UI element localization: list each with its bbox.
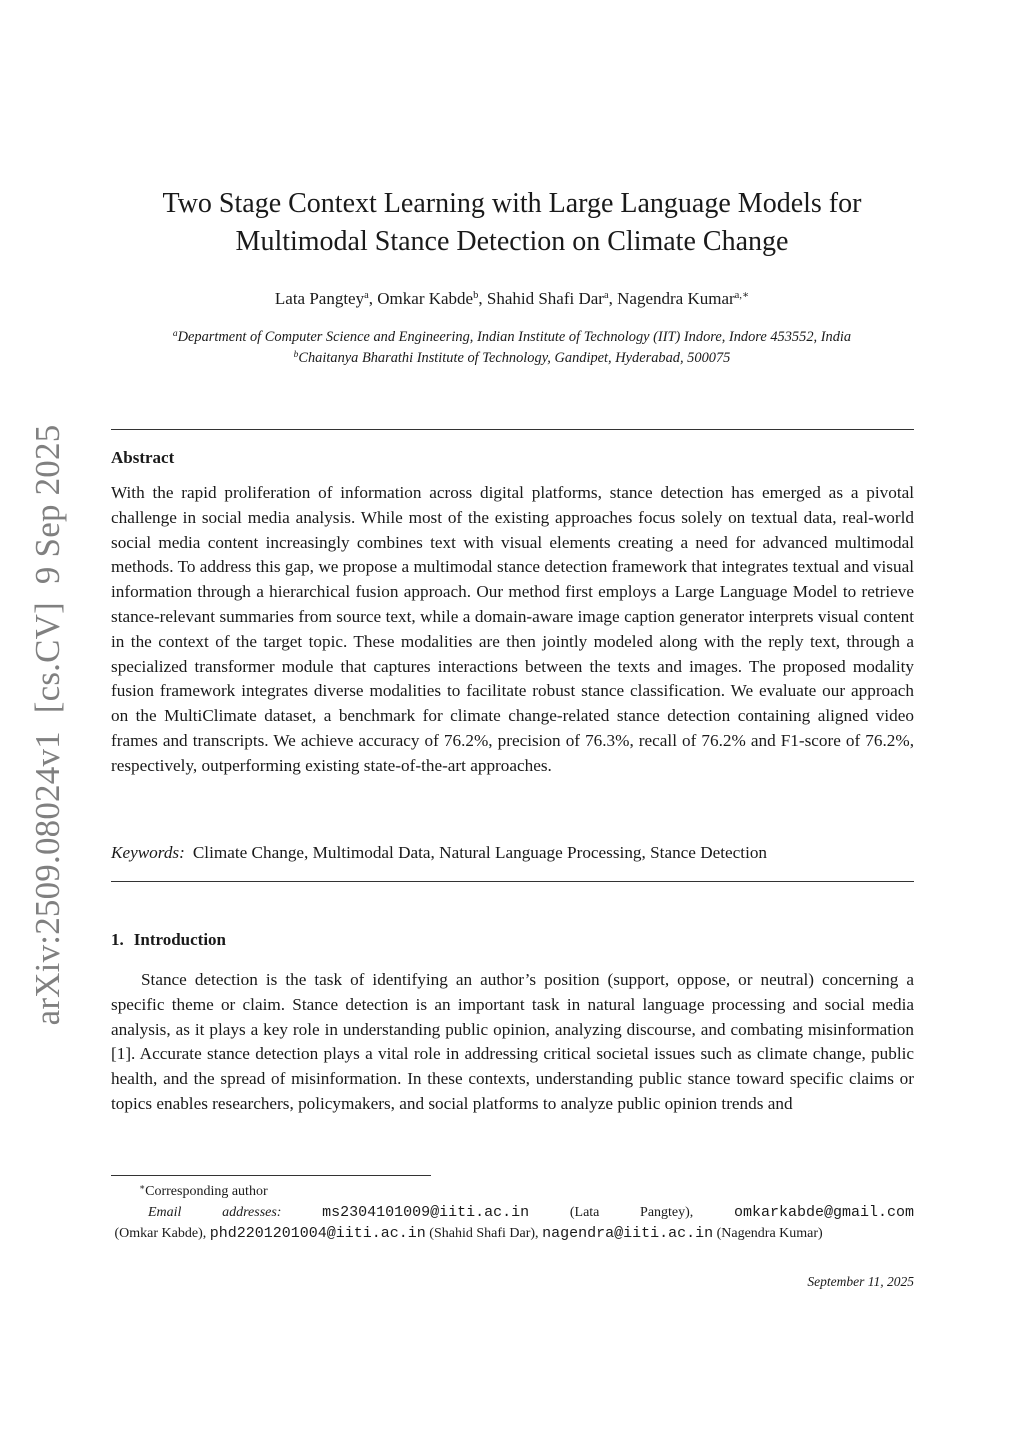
keywords-text: Climate Change, Multimodal Data, Natural Language Processing, Stance Detection: [192, 843, 768, 862]
author-affil-mark: a: [364, 290, 369, 301]
preprint-date: September 11, 2025: [807, 1274, 914, 1289]
section-heading-introduction: [111, 930, 226, 950]
footnote-rule: [111, 1175, 431, 1176]
corresponding-author-note: [111, 1181, 914, 1202]
email-owner: (Omkar Kabde),: [111, 1226, 210, 1241]
arxiv-identifier: arXiv:2509.08024v1 [cs.CV] 9 Sep 2025: [28, 424, 67, 1026]
title-line-2: Multimodal Stance Detection on Climate Change: [235, 226, 789, 257]
email-link[interactable]: phd2201201004@iiti.ac.in: [209, 1225, 426, 1242]
affiliation-text: Chaitanya Bharathi Institute of Technology, Gandipet, Hyderabad, 500075: [298, 350, 731, 366]
affiliation-mark: b: [293, 350, 299, 360]
paper-title: [100, 185, 924, 261]
author-separator: ,: [608, 289, 618, 308]
author-affil-mark: a: [603, 290, 609, 301]
section-title: Introduction: [133, 930, 227, 949]
abstract-top-rule: [111, 429, 914, 430]
affiliation-mark: a: [172, 329, 178, 339]
email-owner: (Nagendra Kumar): [713, 1226, 823, 1241]
author-affil-mark: a,∗: [734, 290, 750, 301]
section-number: 1.: [111, 930, 124, 949]
affiliation-a: [100, 327, 924, 348]
author-separator: ,: [478, 289, 487, 308]
author-name: Nagendra Kumar: [617, 289, 735, 308]
introduction-body: Stance detection is the task of identifying an author’s position (support, oppose, or neutral) concerning a specific theme or claim. Stance detection is an important task in natural language processing and social media analysis, as it plays a key role in understanding public opinion, analyzing discourse, and combating misinformation [1]. Accurate stance detection plays a vital role in addressing critical societal issues such as climate change, public health, and the spread of misinformation. In these contexts, understanding public stance toward specific claims or topics enables researchers, policymakers, and social platforms to analyze public opinion trends and: [111, 970, 914, 1113]
email-owner: (Shahid Shafi Dar),: [425, 1226, 543, 1241]
title-line-1: Two Stage Context Learning with Large Language Models for: [162, 188, 862, 219]
email-addresses: [111, 1202, 914, 1244]
keywords: [111, 841, 914, 865]
corresponding-author-text: Corresponding author: [145, 1184, 268, 1199]
author-affil-mark: b: [473, 290, 479, 301]
email-link[interactable]: omkarkabde@gmail.com: [733, 1204, 915, 1221]
keywords-label: Keywords:: [111, 843, 185, 862]
email-label: Email addresses:: [148, 1205, 282, 1220]
author-name: Omkar Kabde: [377, 289, 474, 308]
arxiv-sidebar: [18, 424, 78, 1026]
footnotes: [111, 1181, 914, 1244]
footnote-mark: ∗: [139, 1182, 146, 1192]
email-link[interactable]: nagendra@iiti.ac.in: [542, 1225, 714, 1242]
email-owner: (Lata Pangtey),: [529, 1205, 734, 1220]
author-name: Shahid Shafi Dar: [486, 289, 604, 308]
abstract-heading: Abstract: [111, 448, 175, 467]
affiliation-b: [100, 348, 924, 369]
affiliation-text: Department of Computer Science and Engineering, Indian Institute of Technology (IIT) Indore, Indore 453552, India: [177, 329, 852, 345]
author-separator: ,: [368, 289, 378, 308]
abstract-bottom-rule: [111, 881, 914, 882]
email-link[interactable]: ms2304101009@iiti.ac.in: [322, 1204, 530, 1221]
abstract-body: With the rapid proliferation of information across digital platforms, stance detection has emerged as a pivotal challenge in social media analysis. While most of the existing approaches focus solely on textual data, real-world social media content increasingly combines text with visual elements creating a need for advanced multimodal methods. To address this gap, we propose a multimodal stance detection framework that integrates textual and visual information through a hierarchical fusion approach. Our method first employs a Large Language Model to retrieve stance-relevant summaries from source text, while a domain-aware image caption generator interprets visual content in the context of the target topic. These modalities are then jointly modeled along with the reply text, through a specialized transformer module that captures interactions between the texts and images. The proposed modality fusion framework integrates diverse modalities to facilitate robust stance classification. We evaluate our approach on the MultiClimate dataset, a benchmark for climate change-related stance detection containing aligned video frames and transcripts. We achieve accuracy of 76.2%, precision of 76.3%, recall of 76.2% and F1-score of 76.2%, respectively, outperforming existing state-of-the-art approaches.: [111, 483, 914, 775]
author-list: [100, 288, 924, 310]
affiliations: [100, 327, 924, 369]
author-name: Lata Pangtey: [274, 289, 365, 308]
